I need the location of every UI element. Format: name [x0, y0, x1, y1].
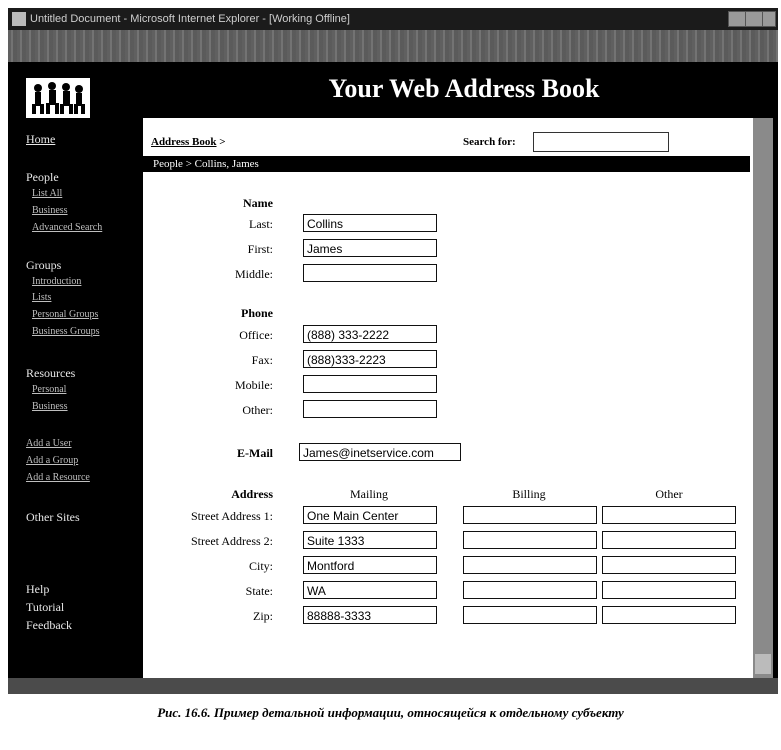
- state-mailing-field[interactable]: WA: [303, 581, 437, 599]
- state-label: State:: [245, 584, 273, 598]
- breadcrumb-address-book[interactable]: Address Book: [151, 136, 217, 148]
- nav-resources-personal[interactable]: Personal: [32, 384, 67, 395]
- nav-tutorial[interactable]: Tutorial: [26, 600, 65, 614]
- street1-other-field[interactable]: [602, 506, 736, 524]
- nav-groups-personal[interactable]: Personal Groups: [32, 309, 99, 320]
- street1-label: Street Address 1:: [191, 509, 273, 523]
- nav-home[interactable]: Home: [26, 132, 56, 146]
- close-button[interactable]: [762, 11, 776, 27]
- nav-help[interactable]: Help: [26, 582, 50, 596]
- col-billing: Billing: [512, 487, 546, 501]
- middle-name-field[interactable]: [303, 264, 437, 282]
- email-label: E-Mail: [237, 446, 273, 460]
- nav-people-business[interactable]: Business: [32, 205, 68, 216]
- nav-resources-business[interactable]: Business: [32, 401, 68, 412]
- other-phone-field[interactable]: [303, 400, 437, 418]
- search-input[interactable]: [533, 132, 669, 152]
- middle-label: Middle:: [235, 267, 273, 281]
- minimize-button[interactable]: [728, 11, 746, 27]
- mobile-label: Mobile:: [235, 378, 273, 392]
- street1-mailing-field[interactable]: One Main Center: [303, 506, 437, 524]
- breadcrumb-separator: >: [219, 136, 226, 148]
- nav-groups-heading: Groups: [26, 258, 62, 272]
- street2-other-field[interactable]: [602, 531, 736, 549]
- zip-billing-field[interactable]: [463, 606, 597, 624]
- fax-field[interactable]: (888)333-2223: [303, 350, 437, 368]
- browser-toolbar: [8, 30, 778, 62]
- site-title: Your Web Address Book: [328, 74, 600, 103]
- breadcrumb: [151, 136, 226, 148]
- last-label: Last:: [249, 217, 273, 231]
- nav-add-user[interactable]: Add a User: [26, 438, 72, 449]
- office-phone-field[interactable]: (888) 333-2222: [303, 325, 437, 343]
- nav-feedback[interactable]: Feedback: [26, 618, 72, 632]
- logo-people-icon: [26, 78, 90, 118]
- office-label: Office:: [239, 328, 273, 342]
- title-bar: [8, 8, 778, 30]
- window-title: Untitled Document - Microsoft Internet Explorer - [Working Offline]: [30, 13, 350, 25]
- col-other: Other: [655, 487, 683, 501]
- fax-label: Fax:: [251, 353, 273, 367]
- scrollbar-thumb[interactable]: [755, 654, 771, 674]
- vertical-scrollbar[interactable]: [753, 118, 773, 678]
- maximize-button[interactable]: [745, 11, 763, 27]
- figure-caption: Рис. 16.6. Пример детальной информации, относящейся к отдельному субъекту: [157, 705, 624, 720]
- name-heading: Name: [243, 196, 273, 210]
- other-phone-label: Other:: [242, 403, 273, 417]
- city-other-field[interactable]: [602, 556, 736, 574]
- zip-mailing-field[interactable]: 88888-3333: [303, 606, 437, 624]
- zip-other-field[interactable]: [602, 606, 736, 624]
- city-label: City:: [248, 559, 273, 573]
- status-bar: [8, 678, 778, 694]
- nav-add-resource[interactable]: Add a Resource: [26, 472, 90, 483]
- last-name-field[interactable]: Collins: [303, 214, 437, 232]
- nav-people-advanced-search[interactable]: Advanced Search: [32, 222, 103, 233]
- state-other-field[interactable]: [602, 581, 736, 599]
- nav-groups-business[interactable]: Business Groups: [32, 326, 100, 337]
- path-bar: People > Collins, James: [143, 156, 750, 172]
- first-name-field[interactable]: James: [303, 239, 437, 257]
- nav-other-sites[interactable]: Other Sites: [26, 510, 80, 524]
- email-field[interactable]: James@inetservice.com: [299, 443, 461, 461]
- state-billing-field[interactable]: [463, 581, 597, 599]
- ie-icon: [12, 12, 26, 26]
- nav-resources-heading: Resources: [26, 366, 76, 380]
- nav-add-group[interactable]: Add a Group: [26, 455, 79, 466]
- street2-mailing-field[interactable]: Suite 1333: [303, 531, 437, 549]
- street2-label: Street Address 2:: [191, 534, 273, 548]
- mobile-field[interactable]: [303, 375, 437, 393]
- nav-groups-introduction[interactable]: Introduction: [32, 276, 82, 287]
- city-billing-field[interactable]: [463, 556, 597, 574]
- first-label: First:: [247, 242, 273, 256]
- nav-people-heading: People: [26, 170, 59, 184]
- browser-window: [8, 8, 778, 694]
- nav-people-list-all[interactable]: List All: [32, 188, 63, 199]
- city-mailing-field[interactable]: Montford: [303, 556, 437, 574]
- content-pane: [143, 118, 755, 678]
- zip-label: Zip:: [253, 609, 273, 623]
- address-heading: Address: [231, 487, 273, 501]
- col-mailing: Mailing: [350, 487, 388, 501]
- street2-billing-field[interactable]: [463, 531, 597, 549]
- phone-heading: Phone: [240, 306, 273, 320]
- street1-billing-field[interactable]: [463, 506, 597, 524]
- nav-groups-lists[interactable]: Lists: [32, 292, 52, 303]
- search-label: Search for:: [463, 136, 516, 148]
